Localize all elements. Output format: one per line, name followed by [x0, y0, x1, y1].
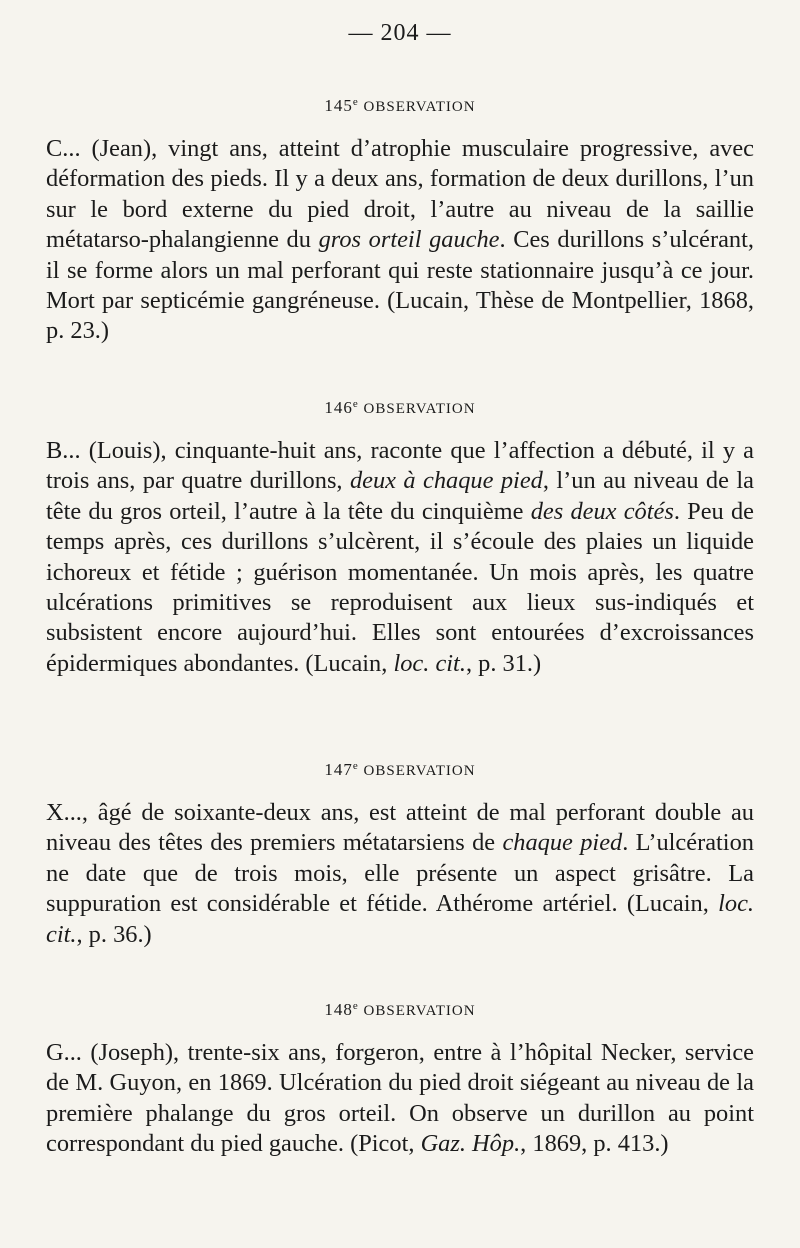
observation-text: G... (Joseph), trente-six ans, forgeron, entre à l’hôpital Necker, service de M. Guyon, en 1869. Ulcération du pied droit siégeant au niveau de la première phalange du gros orteil. On observe un durillon au point correspondant du pied gauche. (Picot, Gaz. Hôp., 1869, p. 413.)	[46, 1039, 754, 1158]
observation-number: 145	[324, 96, 353, 115]
observation-text: C... (Jean), vingt ans, atteint d’atrophie musculaire progressive, avec déformation des pieds. Il y a deux ans, formation de deux durillons, l’un sur le bord externe du pied droit, l’autre au niveau de la saillie métatarso-phalangienne du gros orteil gauche. Ces durillons s’ulcérant, il se forme alors un mal perforant qui reste stationnaire jusqu’à ce jour. Mort par septicémie gangréneuse. (Lucain, Thèse de Montpellier, 1868, p. 23.)	[46, 135, 754, 345]
observation-heading	[46, 760, 754, 780]
observation-text: X..., âgé de soixante-deux ans, est atteint de mal perforant double au niveau des têtes des premiers métatarsiens de chaque pied. L’ulcération ne date que de trois mois, elle présente un aspect grisâtre. La suppuration est considérable et fétide. Athérome artériel. (Lucain, loc. cit., p. 36.)	[46, 799, 754, 948]
ordinal-suffix: e	[352, 398, 359, 410]
observation-number: 146	[324, 398, 353, 417]
observation-label: OBSERVATION	[363, 401, 476, 417]
page-number: — 204 —	[348, 20, 452, 46]
observation-number: 147	[324, 760, 353, 779]
observation-148	[46, 1000, 754, 1160]
ordinal-suffix: e	[352, 1000, 359, 1012]
observation-label: OBSERVATION	[363, 1003, 476, 1019]
ordinal-suffix: e	[352, 96, 359, 108]
observation-label: OBSERVATION	[363, 99, 476, 115]
observation-147	[46, 760, 754, 950]
observation-label: OBSERVATION	[363, 763, 476, 779]
ordinal-suffix: e	[352, 760, 359, 772]
observation-145	[46, 96, 754, 347]
observation-number: 148	[324, 1000, 353, 1019]
observation-heading	[46, 96, 754, 116]
observation-heading	[46, 1000, 754, 1020]
observation-text: B... (Louis), cinquante-huit ans, raconte que l’affection a débuté, il y a trois ans, par quatre durillons, deux à chaque pied, l’un au niveau de la tête du gros orteil, l’autre à la tête du cinquième des deux côtés. Peu de temps après, ces durillons s’ulcèrent, il s’écoule des plaies un liquide ichoreux et fétide ; guérison momentanée. Un mois après, les quatre ulcérations primitives se reproduisent aux lieux sus-indiqués et subsistent encore aujourd’hui. Elles sont entourées d’excroissances épidermiques abondantes. (Lucain, loc. cit., p. 31.)	[46, 437, 754, 677]
observation-146	[46, 398, 754, 679]
observation-heading	[46, 398, 754, 418]
